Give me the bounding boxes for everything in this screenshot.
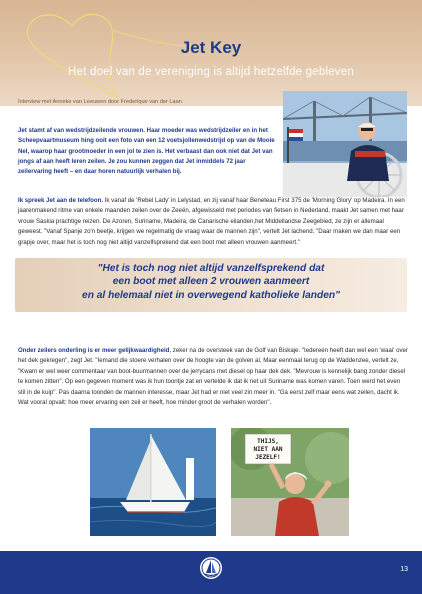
paragraph-2-body: , zeker na de oversteek van de Golf van Biskaje. "Iedereen heeft dan wel een 'waai' over het dek gekregen", zegt Jet. "Iemand die stoere verhalen over de hoogte van de golven al, Maar eenmaal terug op de Waddenzee, vertelt ze, "Kwam er wel weer commentaar van boot-buurmannen over de jerrycans met diesel op haar dek dek. "Mevrouw is kennelijk bang zonder diesel te komen zitten". Op een gegeven moment was ik hun toontje zat en vertelde ik dat ik net uit Suriname was komen varen. Toen werd het even stil in de kuip". Pas daarna toonden de mannen interesse, maar Jet had er niet veel zin meer in. "Ga eerst zelf maar eens wat zeilen, dacht ik. Wat vooral opvalt: hoe meer ervaring een zeil er heeft, hoe minder groot de verhalen worden". [18,347,408,407]
sign-text-line-2: NIET AAN [253,446,283,453]
body-paragraph-1 [18,196,408,248]
article-title: Jet Key [180,38,242,57]
byline: Interview met Anneke van Leeuwen door Frederique van der Laan [18,99,182,105]
paragraph-1-body: Ik vanaf de 'Rebel Lady' in Lelystad, en zij vanaf haar Beneteau First 375 de 'Morning Glory' op Madeira. In een jaarenmakend ritme van enkele maanden zeilen over de Zeeën, afgewisseld met periodes van fietsen in Nederland, maakt Jet samen met haar vrouw Saskia prachtige reizen. De Azoren, Suriname, Madeira, de Canarische eilanden,het Middellandse Zeegebied, ze zijn er allemaal geweest. "Vanaf Spanje zo'n beetje, krijgen we regelmatig de vraag waar de mannen zijn", vertelt Jet lachend. "Daar maken we dan maar een grapje over, maar het is toch nog niet altijd vanzelfsprekend dat een boot met alleen vrouwen aanmeert." [18,197,405,246]
intro-paragraph: Jet stamt af van wedstrijdzeilende vrouwen. Haar moeder was wedstrijdzeiler en in het Scheepvaartmuseum hing ooit een foto van een 12 voetsjollenwedstrijd op van de Mooie Nel, waarop haar grootmoeder in een jol te zien is. Het verbaast dan ook niet dat Jet van jongs af aan heeft leren zeilen. Je zou kunnen zeggen dat Jet inmiddels 72 jaar zeilervaring heeft – en daar horen natuurlijk verhalen bij. [18,127,275,176]
body-paragraph-2 [18,346,408,408]
paragraph-2-lead: Onder zeilers onderling is er meer gelijkwaardigheid [18,347,170,354]
photo-sailboat-at-sea [90,428,216,536]
association-logo-icon [199,556,223,580]
pull-quote-line-2: een boot met alleen 2 vrouwen aanmeert [112,276,310,288]
pull-quote [0,262,422,302]
pull-quote-line-1: "Het is toch nog niet altijd vanzelfsprekend dat [97,263,325,274]
page-number: 13 [400,566,408,573]
article-subtitle: Het doel van de vereniging is altijd hetzelfde gebleven [68,66,354,78]
paragraph-1-lead: Ik spreek Jet aan de telefoon. [18,197,104,204]
sign-text-line-3: JEZELF! [255,454,281,461]
photo-woman-at-helm [283,91,407,197]
pull-quote-line-3: en al helemaal niet in overwegend katholieke landen" [82,289,340,301]
photo-woman-with-sign [231,428,349,536]
sign-text-line-1: THIJS, [257,438,279,445]
